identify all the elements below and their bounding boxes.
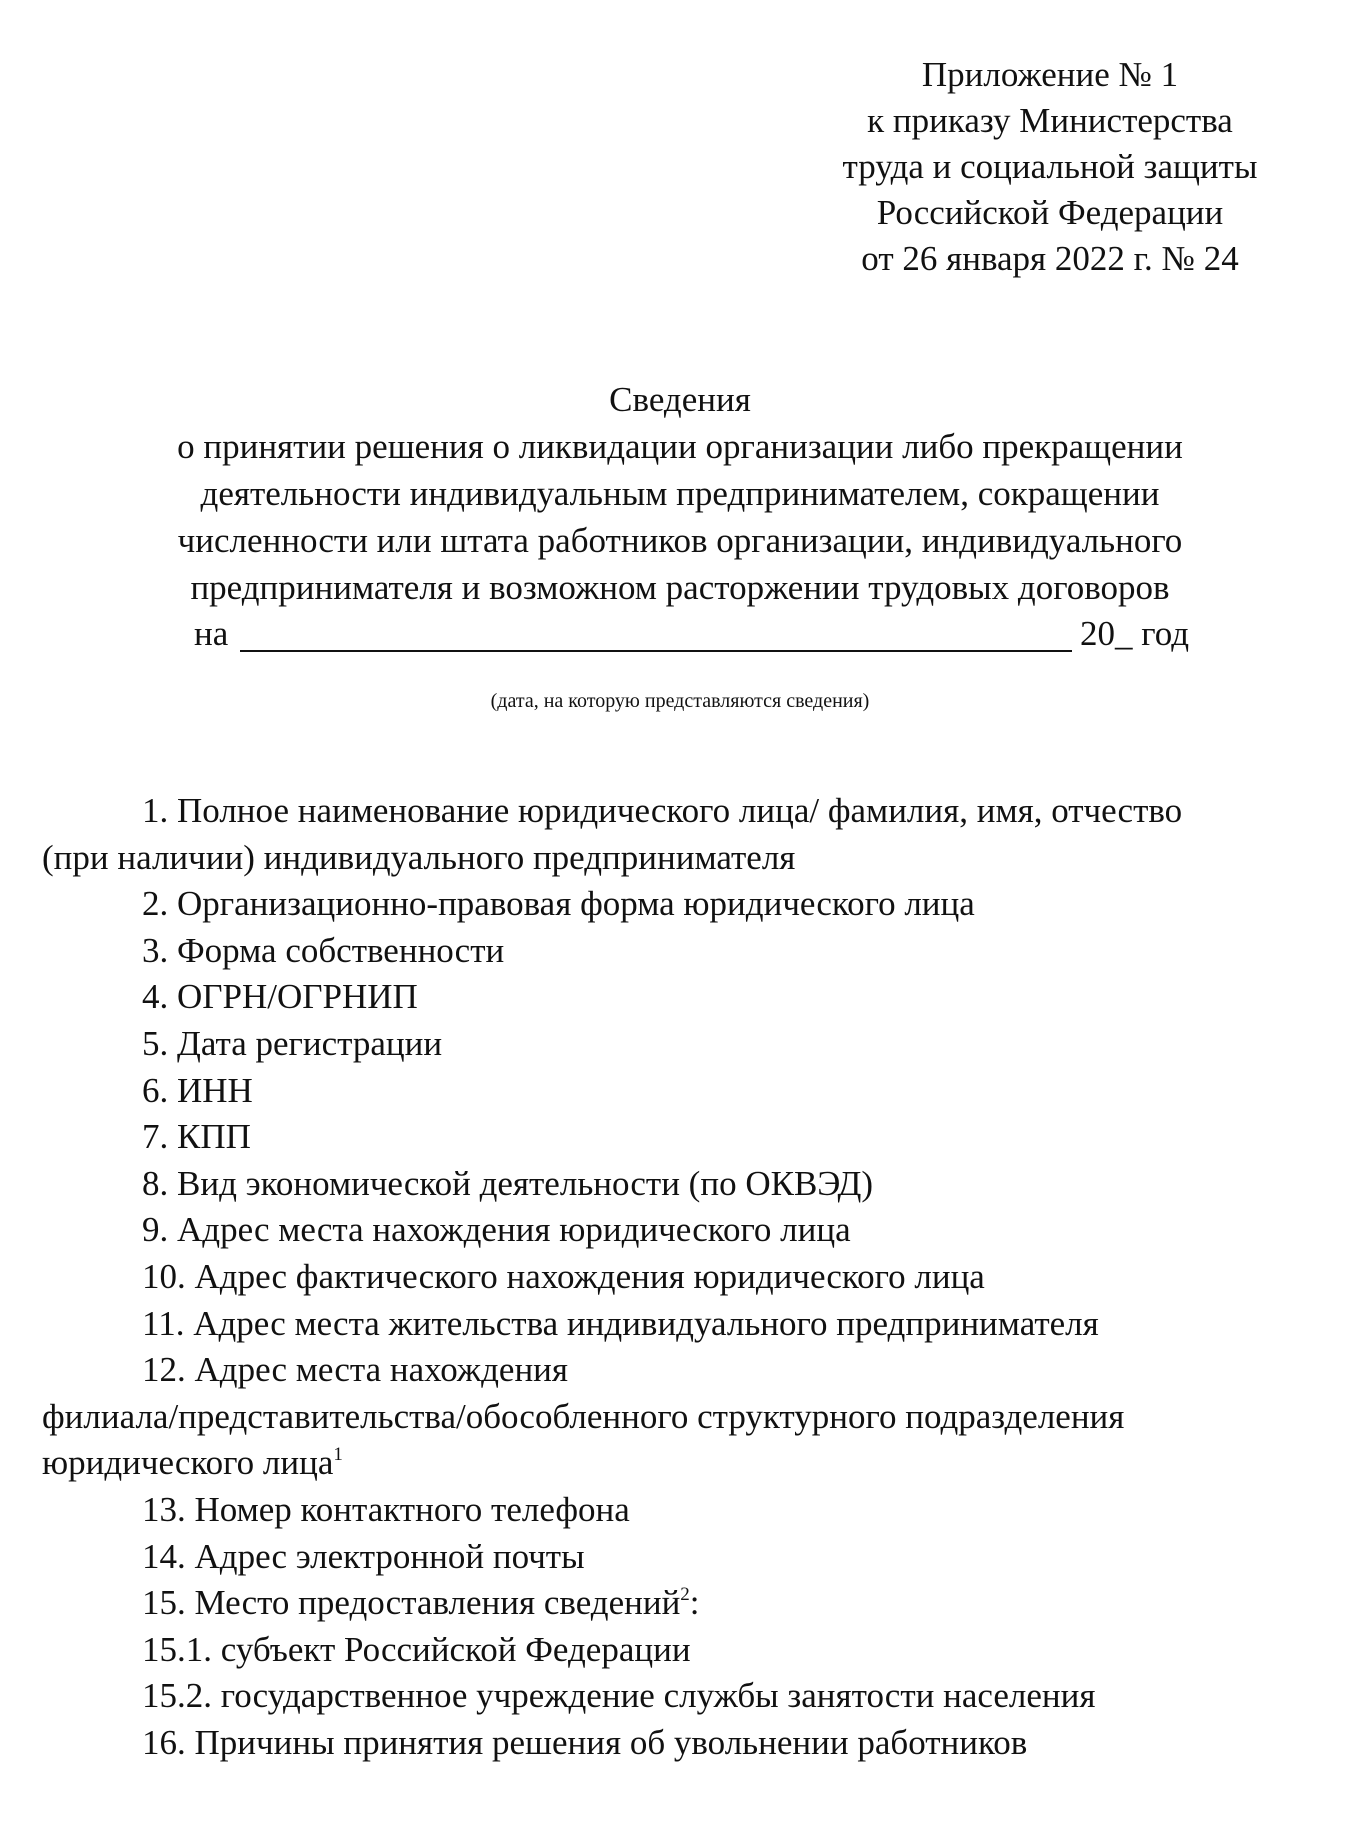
date-line bbox=[194, 610, 1234, 660]
appendix-line: Российской Федерации bbox=[876, 193, 1224, 232]
footnote-marker: 2 bbox=[680, 1584, 690, 1606]
list-item: 6. ИНН bbox=[142, 1070, 253, 1110]
item-text: 15. Место предоставления сведений bbox=[142, 1583, 681, 1623]
list-item: 11. Адрес места жительства индивидуального предпринимателя bbox=[142, 1303, 1099, 1343]
fields-list bbox=[42, 788, 1332, 1766]
heading-line: численности или штата работников организации, индивидуального bbox=[177, 521, 1183, 560]
item-text: 12. Адрес места нахождения bbox=[142, 1350, 569, 1390]
item-text-tail: юридического лица bbox=[42, 1443, 334, 1483]
date-blank-underline bbox=[240, 650, 1072, 652]
date-caption: (дата, на которую представляются сведения) bbox=[490, 690, 870, 712]
appendix-line: труда и социальной защиты bbox=[842, 147, 1258, 186]
heading-line: предпринимателя и возможном расторжении трудовых договоров bbox=[190, 568, 1170, 607]
date-year-suffix: 20_ год bbox=[1080, 614, 1190, 653]
item-punctuation: : bbox=[689, 1583, 700, 1623]
list-item: 7. КПП bbox=[142, 1117, 251, 1157]
list-item bbox=[42, 788, 1332, 881]
list-item: 10. Адрес фактического нахождения юридического лица bbox=[142, 1256, 985, 1296]
document-title: Сведения bbox=[609, 380, 751, 419]
list-item: 15.2. государственное учреждение службы занятости населения bbox=[142, 1676, 1096, 1716]
list-item: 9. Адрес места нахождения юридического лица bbox=[142, 1210, 851, 1250]
heading-line: деятельности индивидуальным предпринимателем, сокращении bbox=[200, 474, 1160, 513]
date-prefix: на bbox=[194, 614, 229, 653]
footnote-marker: 1 bbox=[333, 1444, 343, 1466]
list-item: 2. Организационно-правовая форма юридического лица bbox=[142, 884, 975, 924]
list-item: 4. ОГРН/ОГРНИП bbox=[142, 977, 418, 1017]
list-item: 5. Дата регистрации bbox=[142, 1023, 443, 1063]
item-text-continued bbox=[42, 1440, 1332, 1487]
list-item bbox=[42, 1347, 1332, 1487]
list-item: 15.1. субъект Российской Федерации bbox=[142, 1629, 691, 1669]
item-text-continued: (при наличии) индивидуального предпринимателя bbox=[42, 837, 796, 877]
appendix-header bbox=[820, 52, 1280, 282]
appendix-line: к приказу Министерства bbox=[867, 101, 1233, 140]
list-item: 13. Номер контактного телефона bbox=[142, 1489, 630, 1529]
document-heading bbox=[40, 376, 1320, 611]
list-item: 14. Адрес электронной почты bbox=[142, 1536, 585, 1576]
list-item bbox=[42, 1580, 1332, 1627]
item-text-continued: филиала/представительства/обособленного структурного подразделения bbox=[42, 1396, 1125, 1436]
appendix-line: от 26 января 2022 г. № 24 bbox=[861, 239, 1239, 278]
appendix-line: Приложение № 1 bbox=[921, 55, 1179, 94]
list-item: 16. Причины принятия решения об увольнении работников bbox=[142, 1722, 1028, 1762]
item-text: 1. Полное наименование юридического лица/ фамилия, имя, отчество bbox=[142, 791, 1183, 830]
list-item: 3. Форма собственности bbox=[142, 930, 505, 970]
list-item: 8. Вид экономической деятельности (по ОКВЭД) bbox=[142, 1163, 873, 1203]
heading-line: о принятии решения о ликвидации организации либо прекращении bbox=[177, 427, 1183, 466]
